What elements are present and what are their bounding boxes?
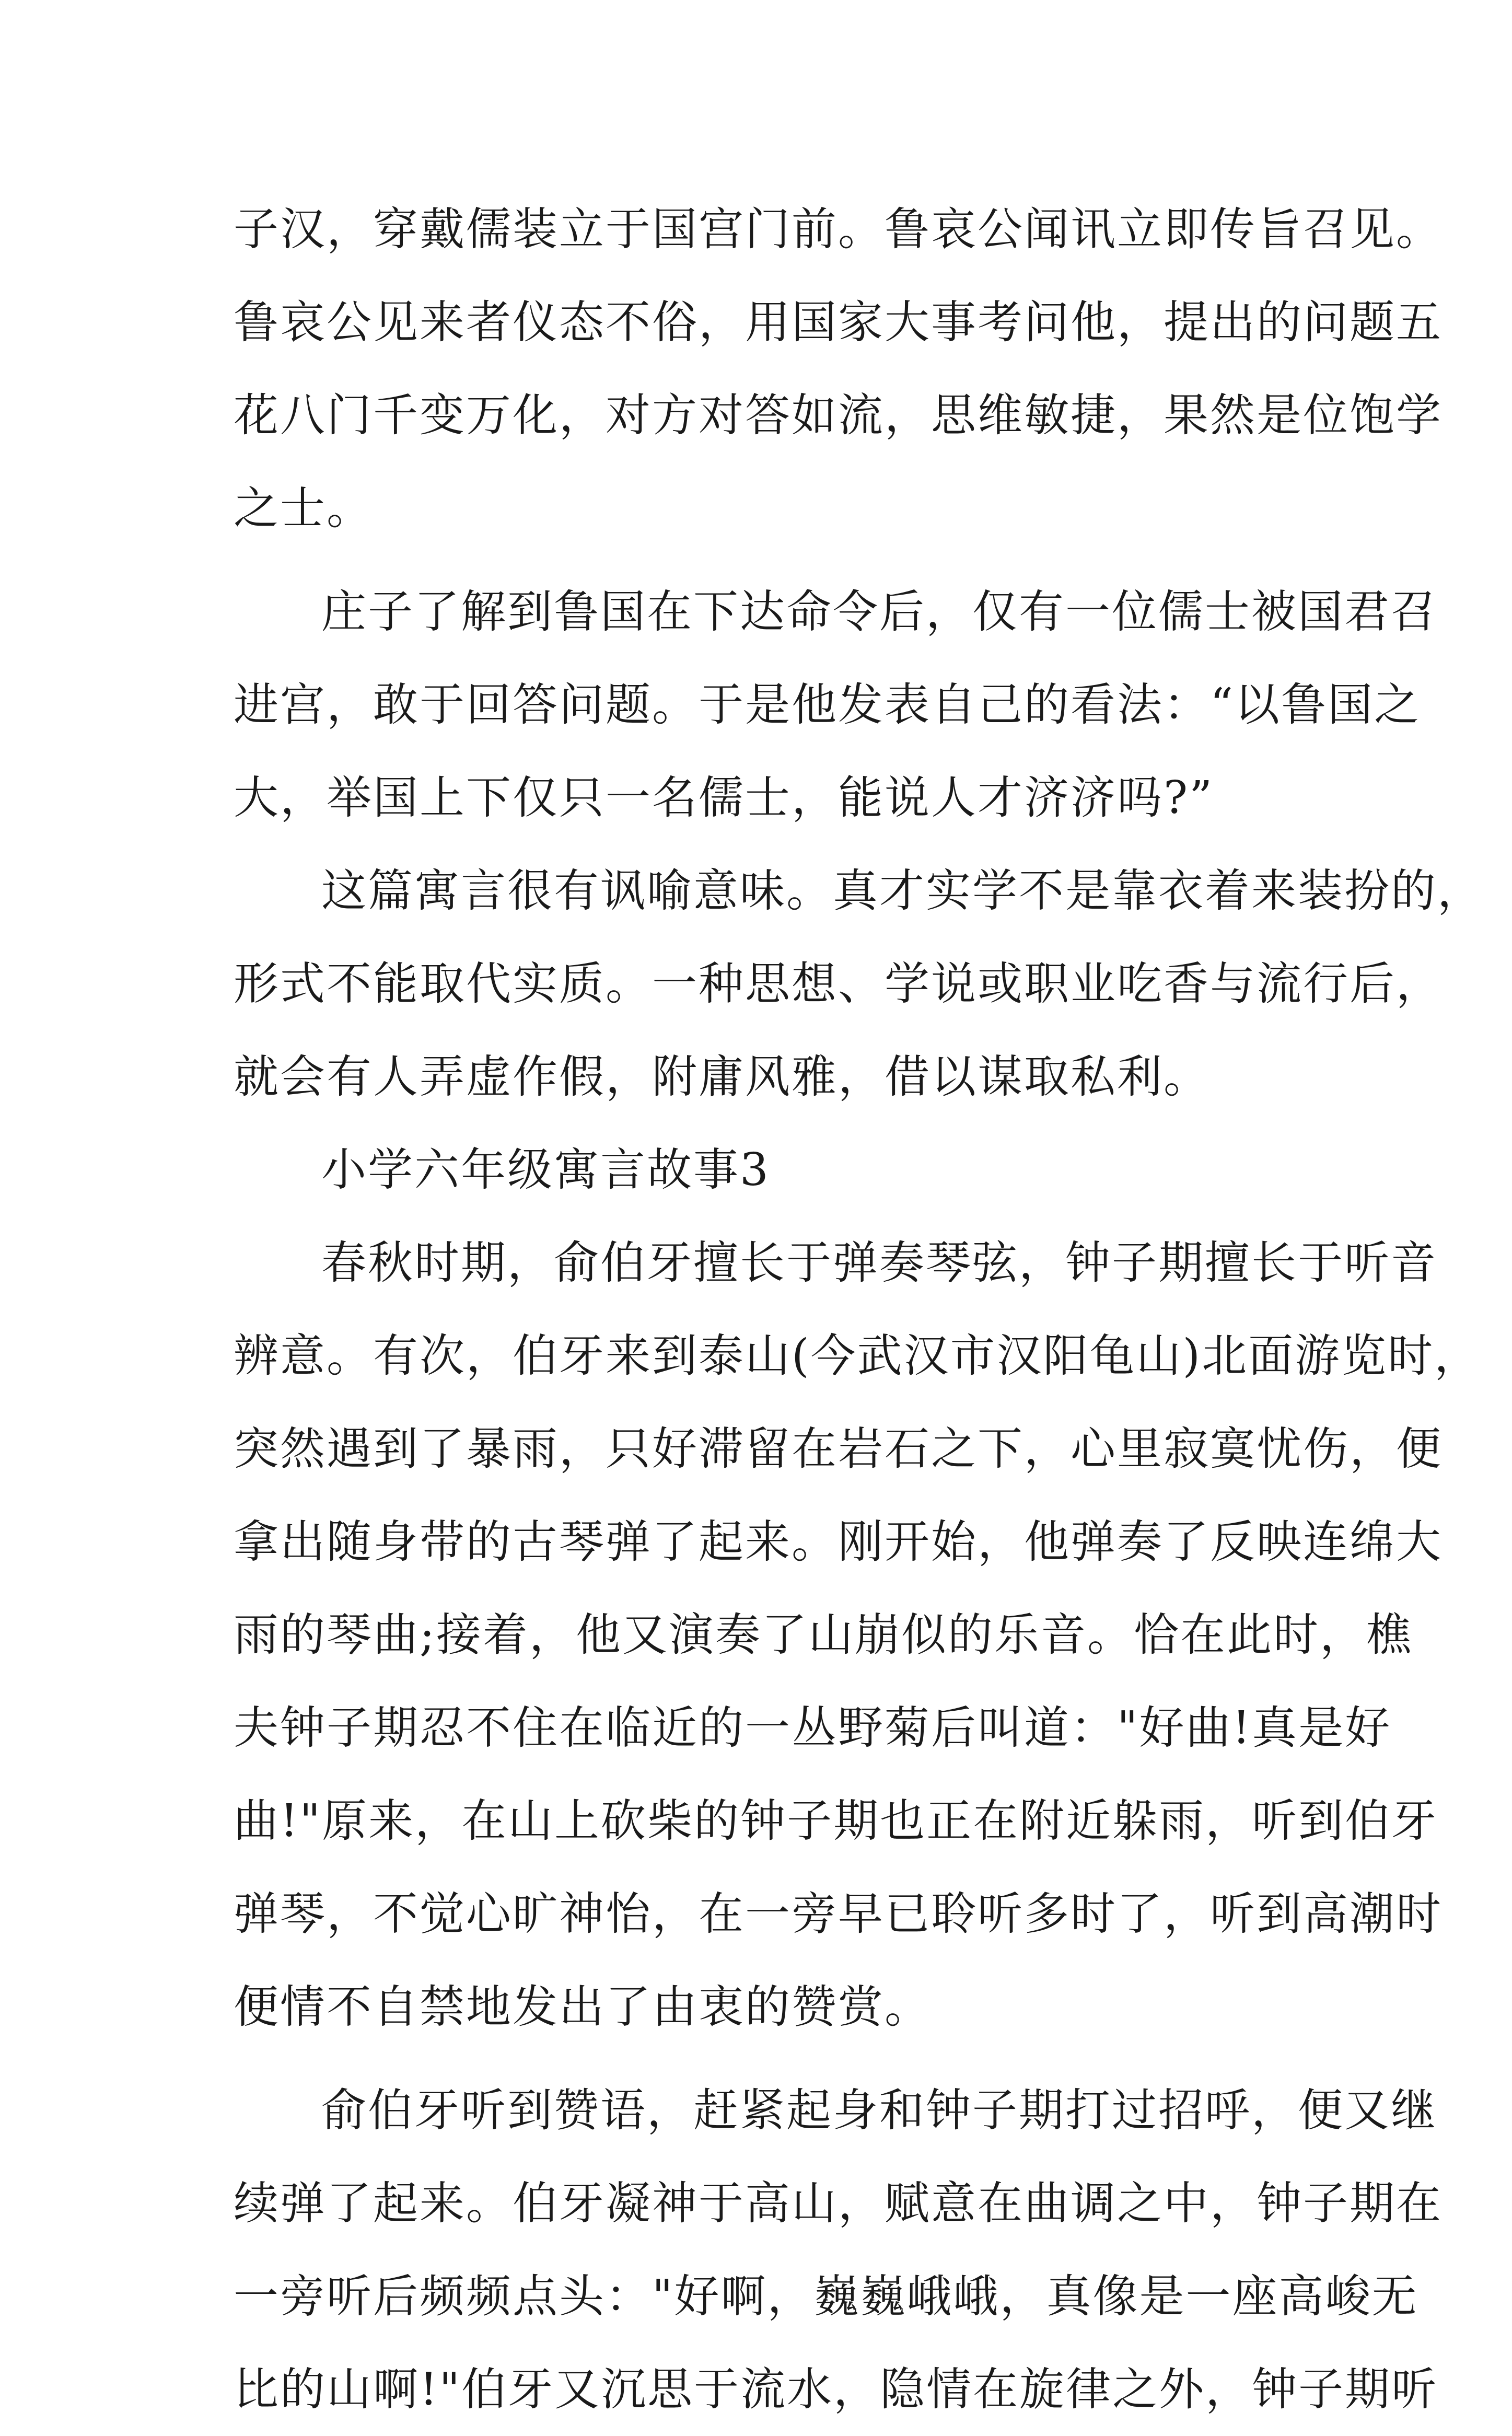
text-line: 俞伯牙听到赞语，赶紧起身和钟子期打过招呼，便又继	[321, 2084, 1437, 2137]
text-line: 形式不能取代实质。一种思想、学说或职业吃香与流行后，	[234, 958, 1443, 1010]
body-text	[234, 183, 1484, 2436]
text-line: 这篇寓言很有讽喻意味。真才实学不是靠衣着来装扮的，	[321, 865, 1484, 917]
text-line: 弹琴，不觉心旷神怡，在一旁早已聆听多时了，听到高潮时	[234, 1888, 1443, 1940]
text-line: 子汉，穿戴儒装立于国宫门前。鲁哀公闻讯立即传旨召见。	[234, 203, 1443, 256]
text-line: 夫钟子期忍不住在临近的一丛野菊后叫道："好曲!真是好	[234, 1702, 1392, 1754]
text-line: 就会有人弄虚作假，附庸风雅，借以谋取私利。	[234, 1051, 1210, 1103]
text-line: 庄子了解到鲁国在下达命令后，仅有一位儒士被国君召	[321, 586, 1437, 638]
text-line: 拿出随身带的古琴弹了起来。刚开始，他弹奏了反映连绵大	[234, 1516, 1443, 1568]
text-line: 之士。	[234, 482, 373, 535]
text-line: 进宫，敢于回答问题。于是他发表自己的看法：“以鲁国之	[234, 679, 1421, 731]
section-heading: 小学六年级寓言故事3	[321, 1144, 770, 1196]
text-line: 鲁哀公见来者仪态不俗，用国家大事考问他，提出的问题五	[234, 296, 1443, 349]
text-line: 大，举国上下仅只一名儒士，能说人才济济吗?”	[234, 772, 1214, 824]
text-line: 突然遇到了暴雨，只好滞留在岩石之下，心里寂寞忧伤，便	[234, 1423, 1443, 1475]
text-line: 春秋时期，俞伯牙擅长于弹奏琴弦，钟子期擅长于听音	[321, 1237, 1437, 1289]
text-line: 一旁听后频频点头："好啊，巍巍峨峨，真像是一座高峻无	[234, 2270, 1418, 2323]
text-line: 雨的琴曲;接着，他又演奏了山崩似的乐音。恰在此时，樵	[234, 1609, 1413, 1661]
text-line: 花八门千变万化，对方对答如流，思维敏捷，果然是位饱学	[234, 389, 1443, 442]
text-line: 便情不自禁地发出了由衷的赞赏。	[234, 1981, 931, 2033]
text-line: 续弹了起来。伯牙凝神于高山，赋意在曲调之中，钟子期在	[234, 2177, 1443, 2230]
text-line: 曲!"原来，在山上砍柴的钟子期也正在附近躲雨，听到伯牙	[234, 1795, 1438, 1847]
text-line: 比的山啊!"伯牙又沉思于流水，隐情在旋律之外，钟子期听	[234, 2363, 1438, 2416]
text-line: 辨意。有次，伯牙来到泰山(今武汉市汉阳龟山)北面游览时，	[234, 1330, 1481, 1382]
